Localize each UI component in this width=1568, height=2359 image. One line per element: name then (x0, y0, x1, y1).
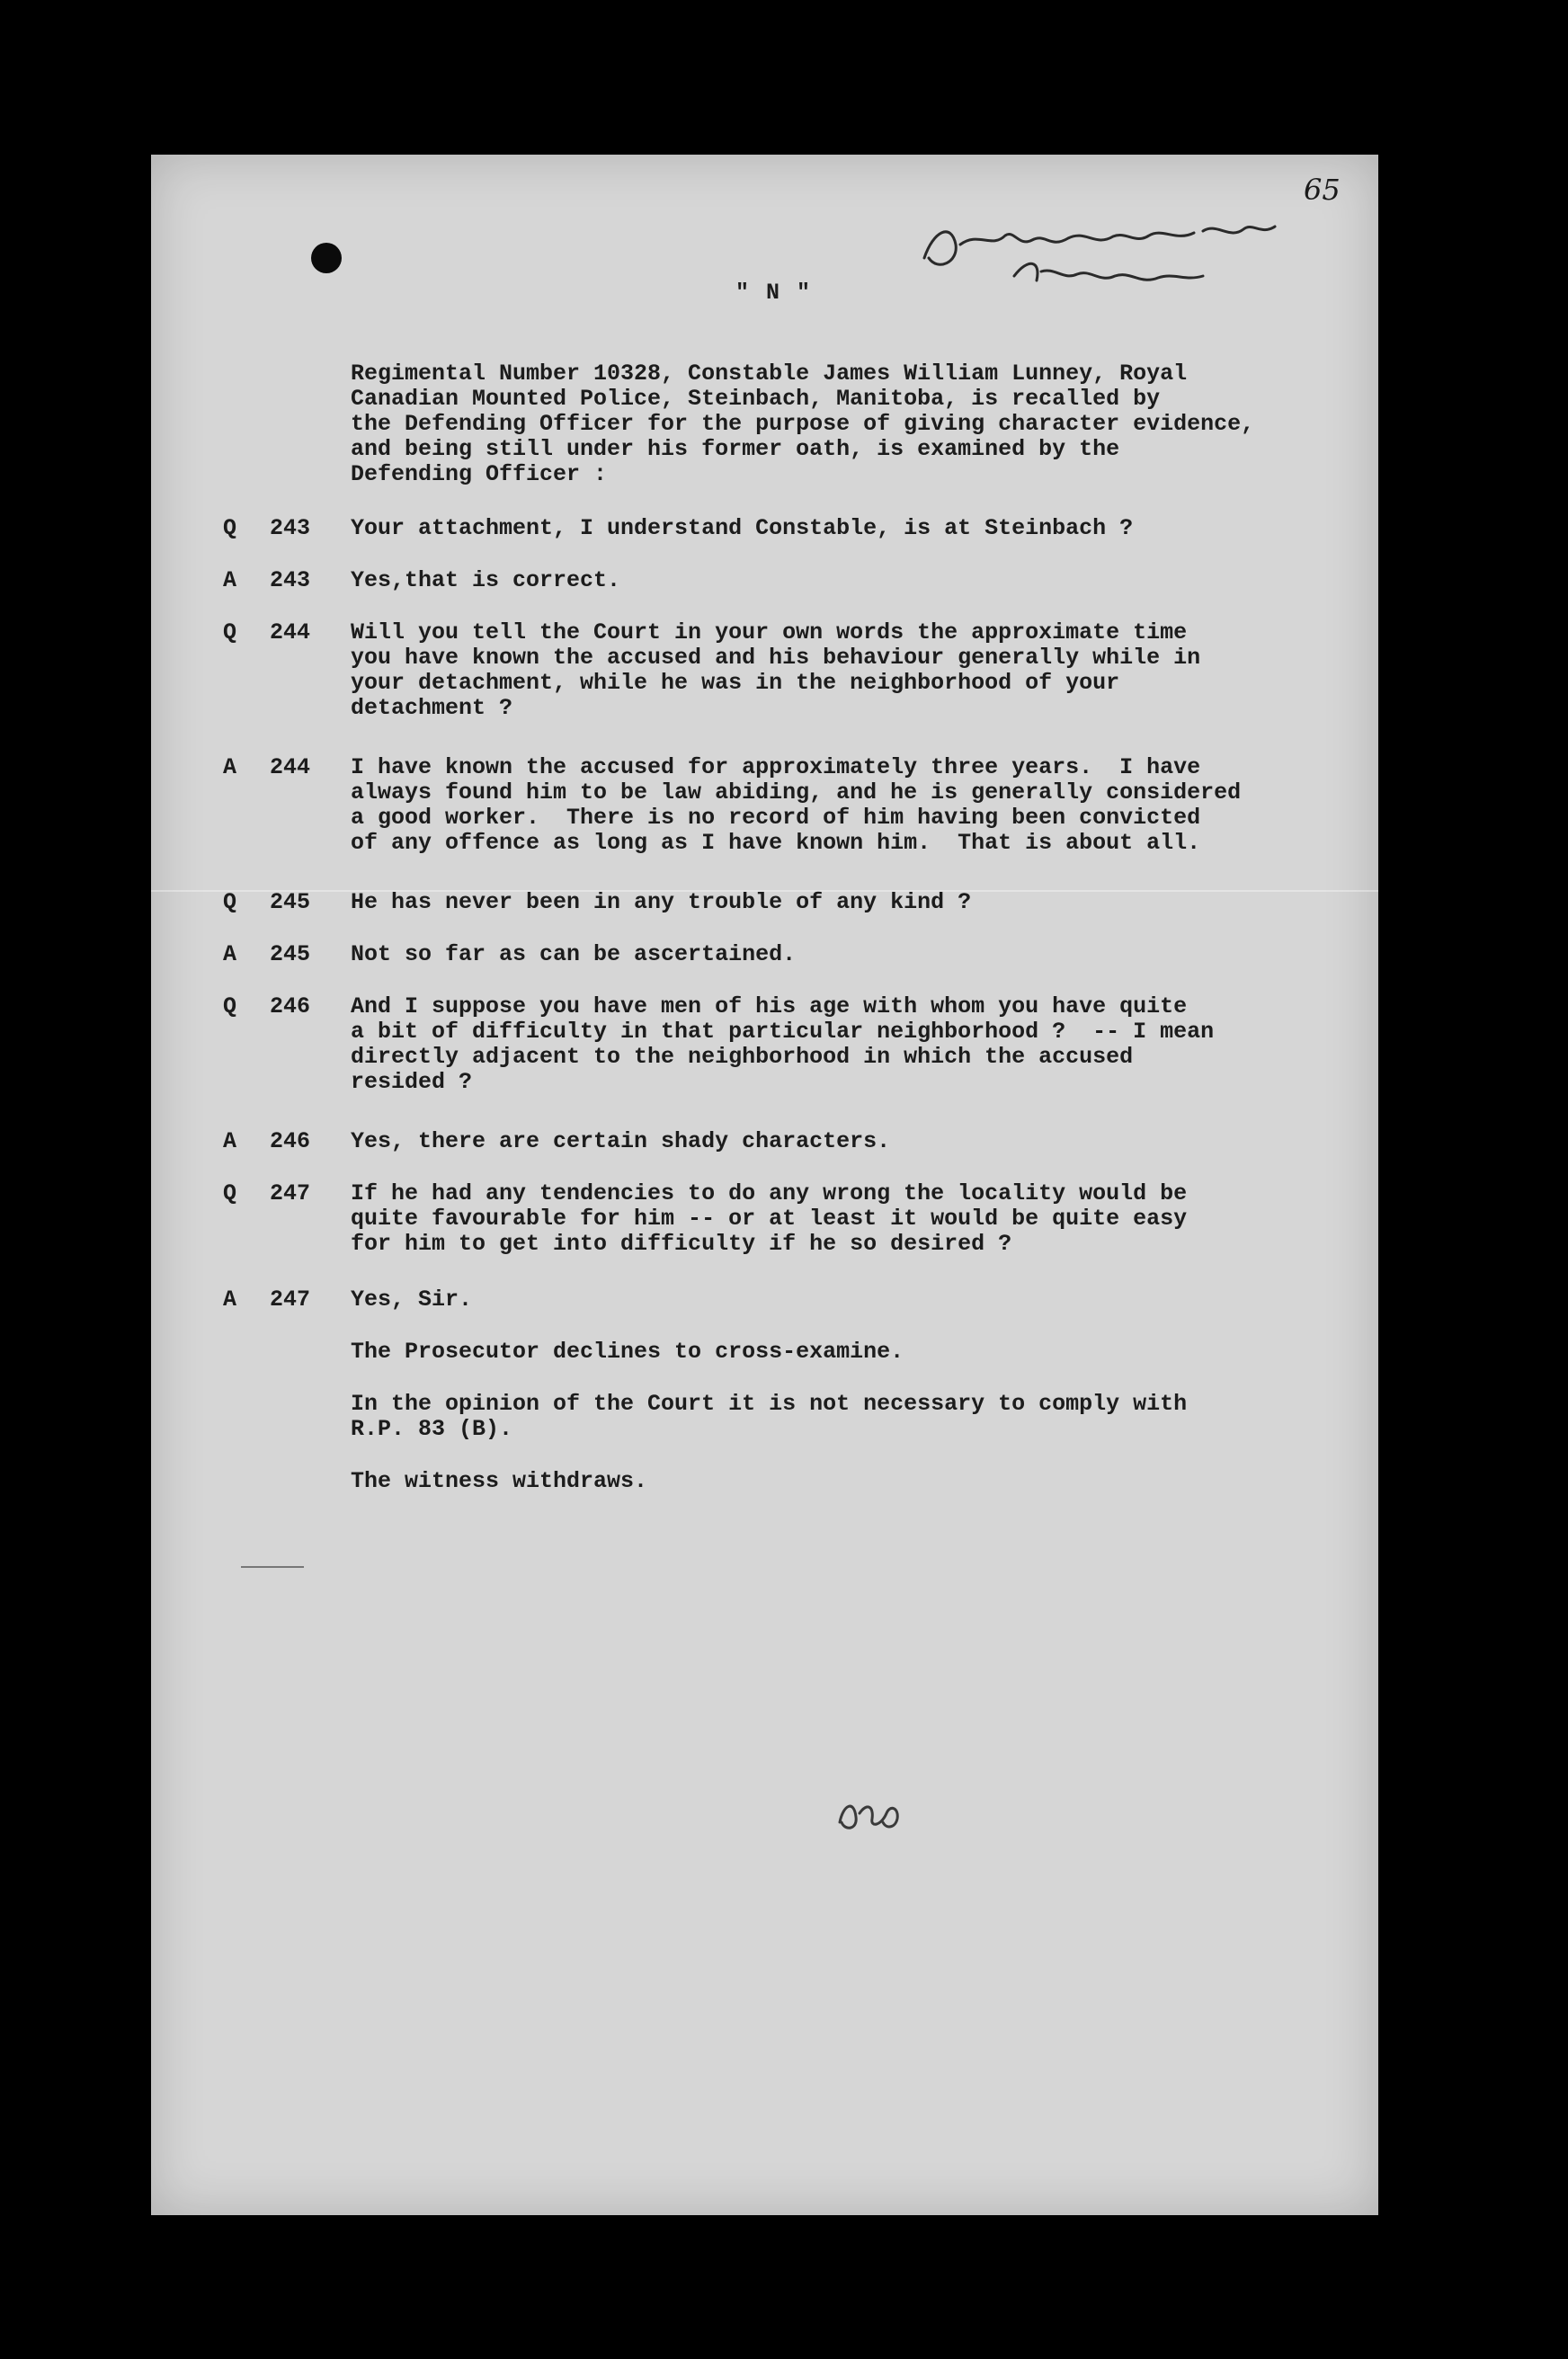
intro-line: Regimental Number 10328, Constable James William Lunney, Royal (351, 361, 1188, 387)
exchange-line: a bit of difficulty in that particular neighborhood ? -- I mean (351, 1019, 1215, 1045)
exchange-text (351, 1181, 1187, 1257)
prosecutor-statement: The Prosecutor declines to cross-examine. (351, 1339, 904, 1365)
opinion-line: R.P. 83 (B). (351, 1416, 513, 1442)
exchange-text (351, 516, 1133, 541)
exchange-line: Will you tell the Court in your own words the approximate time (351, 619, 1188, 645)
exchange-number: 243 (270, 515, 311, 541)
court-opinion (351, 1392, 1187, 1442)
exchange-line: always found him to be law abiding, and he is generally considered (351, 779, 1242, 806)
handwritten-initials (834, 1786, 906, 1837)
exchange-text (351, 890, 971, 915)
exchange-line: quite favourable for him -- or at least it would be quite easy (351, 1206, 1188, 1232)
document-page (151, 155, 1378, 2215)
intro-line: the Defending Officer for the purpose of giving character evidence, (351, 411, 1255, 437)
exchange-number: 246 (270, 993, 311, 1019)
exchange-text (351, 568, 620, 593)
exchange-line: for him to get into difficulty if he so desired ? (351, 1231, 1012, 1257)
exchange-line: I have known the accused for approximately three years. I have (351, 754, 1201, 780)
exchange-marker: A (223, 1286, 237, 1313)
exchange-marker: A (223, 567, 237, 593)
exchange-line: If he had any tendencies to do any wrong the locality would be (351, 1180, 1188, 1206)
intro-line: Defending Officer : (351, 461, 608, 487)
exchange-marker: Q (223, 1180, 237, 1206)
punch-hole (311, 243, 342, 273)
exchange-line: your detachment, while he was in the neighborhood of your (351, 670, 1120, 696)
exchange-text (351, 942, 796, 967)
exchange-line: a good worker. There is no record of him having been convicted (351, 805, 1201, 831)
intro-line: and being still under his former oath, is examined by the (351, 436, 1120, 462)
exchange-text (351, 1129, 890, 1154)
exchange-number: 247 (270, 1286, 311, 1313)
exchange-number: 244 (270, 754, 311, 780)
exchange-line: detachment ? (351, 695, 513, 721)
exchange-text (351, 994, 1214, 1095)
exchange-number: 245 (270, 941, 311, 967)
exchange-marker: A (223, 754, 237, 780)
page-number: 65 (1304, 173, 1341, 207)
section-heading: " N " (735, 280, 813, 306)
exchange-text (351, 755, 1241, 856)
exchange-number: 246 (270, 1128, 311, 1154)
exchange-line: resided ? (351, 1069, 473, 1095)
exchange-line: you have known the accused and his behaviour generally while in (351, 645, 1201, 671)
exchange-marker: Q (223, 889, 237, 915)
exchange-line: Yes, Sir. (351, 1286, 473, 1313)
exchange-line: directly adjacent to the neighborhood in which the accused (351, 1044, 1134, 1070)
exchange-marker: Q (223, 993, 237, 1019)
president-signature (906, 195, 1302, 303)
exchange-line: Your attachment, I understand Constable, is at Steinbach ? (351, 515, 1134, 541)
witness-withdraws: The witness withdraws. (351, 1468, 648, 1494)
exchange-number: 247 (270, 1180, 311, 1206)
exchange-marker: A (223, 1128, 237, 1154)
exchange-marker: A (223, 941, 237, 967)
exchange-line: Yes,that is correct. (351, 567, 621, 593)
exchange-number: 243 (270, 567, 311, 593)
exchange-text (351, 1287, 472, 1313)
exchange-number: 244 (270, 619, 311, 645)
exchange-line: Not so far as can be ascertained. (351, 941, 797, 967)
pencil-tick (241, 1566, 304, 1568)
exchange-line: Yes, there are certain shady characters. (351, 1128, 891, 1154)
witness-introduction (351, 361, 1254, 487)
exchange-line: And I suppose you have men of his age with whom you have quite (351, 993, 1188, 1019)
intro-line: Canadian Mounted Police, Steinbach, Manitoba, is recalled by (351, 386, 1161, 412)
exchange-line: He has never been in any trouble of any kind ? (351, 889, 972, 915)
opinion-line: In the opinion of the Court it is not necessary to comply with (351, 1391, 1188, 1417)
exchange-number: 245 (270, 889, 311, 915)
exchange-marker: Q (223, 515, 237, 541)
exchange-marker: Q (223, 619, 237, 645)
exchange-line: of any offence as long as I have known him. That is about all. (351, 830, 1201, 856)
exchange-text (351, 620, 1200, 721)
